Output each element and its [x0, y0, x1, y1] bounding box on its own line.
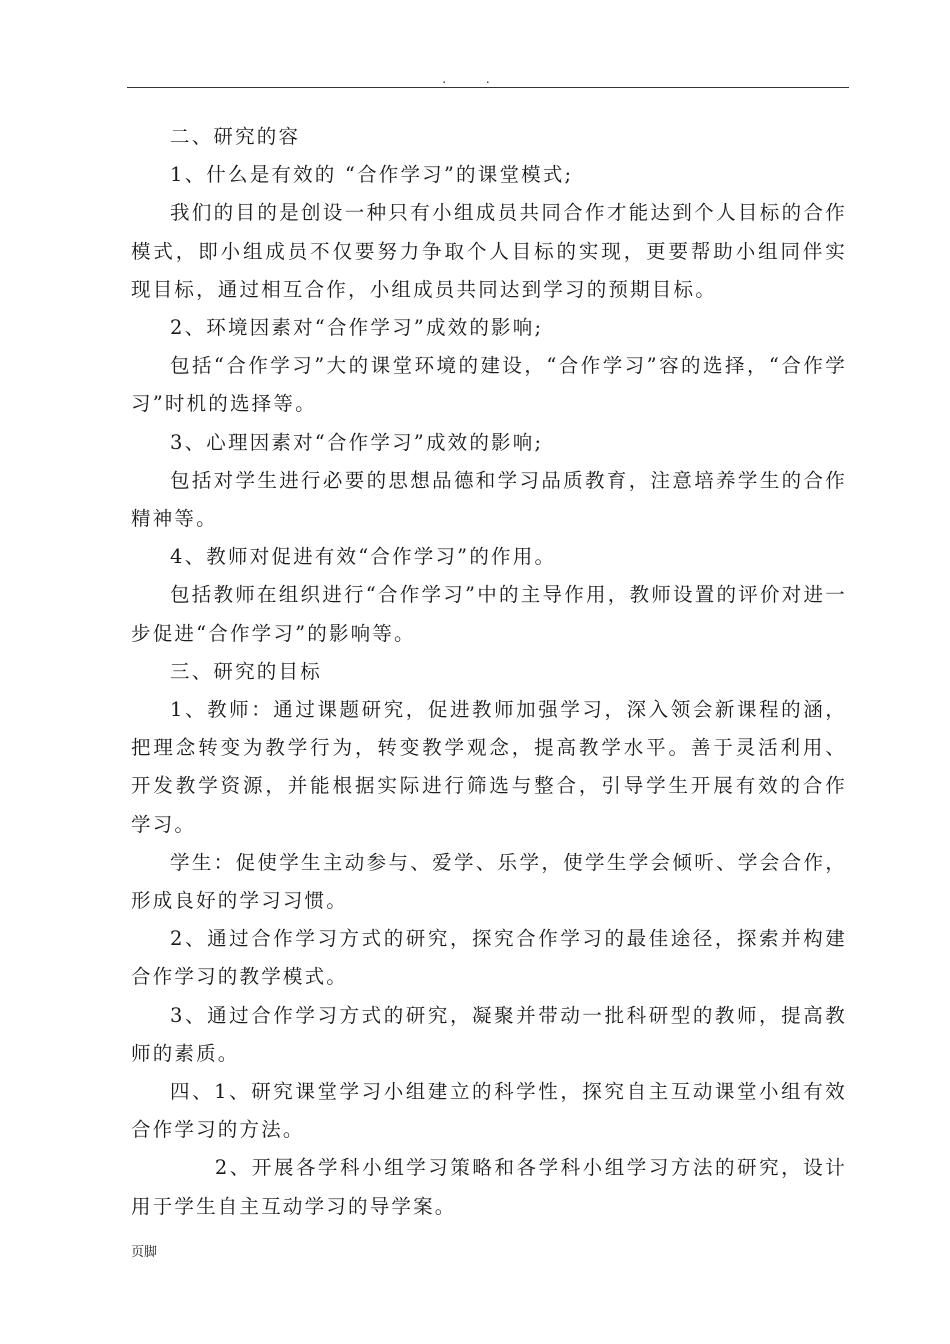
page-footer: 页脚 — [131, 1245, 158, 1260]
item-1-heading: 1、什么是有效的 “合作学习”的课堂模式; — [170, 163, 574, 187]
goal-2: 2、通过合作学习方式的研究，探究合作学习的最佳途径，探索并构建合作学习的教学模式。 — [131, 927, 847, 989]
item-2-body: 包括“合作学习”大的课堂环境的建设，“合作学习”容的选择，“合作学习”时机的选择等。 — [131, 354, 847, 416]
section-four-item-2: 2、开展各学科小组学习策略和各学科小组学习方法的研究，设计用于学生自主互动学习的导学案。 — [131, 1156, 847, 1218]
section-heading-content: 二、研究的容 — [170, 125, 301, 148]
item-4-heading: 4、教师对促进有效“合作学习”的作用。 — [170, 545, 557, 569]
goal-1-teacher: 1、教师：通过课题研究，促进教师加强学习，深入领会新课程的涵，把理念转变为教学行为，转变教学观念，提高教学水平。善于灵活利用、开发教学资源，并能根据实际进行筛选与整合，引导学生开展有效的合作学习。 — [131, 698, 847, 836]
section-four-item-1: 四、1、研究课堂学习小组建立的科学性，探究自主互动课堂小组有效合作学习的方法。 — [131, 1080, 847, 1142]
item-1-body: 我们的目的是创设一种只有小组成员共同合作才能达到个人目标的合作模式，即小组成员不仅要努力争取个人目标的实现，更要帮助小组同伴实现目标，通过相互合作，小组成员共同达到学习的预期目标。 — [131, 201, 847, 301]
item-3-body: 包括对学生进行必要的思想品德和学习品质教育，注意培养学生的合作精神等。 — [131, 468, 847, 531]
header-rule — [127, 87, 849, 88]
item-4-body: 包括教师在组织进行“合作学习”中的主导作用，教师设置的评价对进一步促进“合作学习”的影响等。 — [131, 583, 847, 645]
item-3-heading: 3、心理因素对“合作学习”成效的影响; — [170, 430, 544, 454]
goal-1-student: 学生：促使学生主动参与、爱学、乐学，使学生学会倾听、学会合作，形成良好的学习习惯。 — [131, 850, 847, 913]
document-body — [131, 118, 847, 1226]
header-dots: . . — [442, 72, 508, 86]
item-2-heading: 2、环境因素对“合作学习”成效的影响; — [170, 316, 544, 340]
section-heading-goals: 三、研究的目标 — [170, 659, 322, 683]
goal-3: 3、通过合作学习方式的研究，凝聚并带动一批科研型的教师，提高教师的素质。 — [131, 1003, 847, 1065]
